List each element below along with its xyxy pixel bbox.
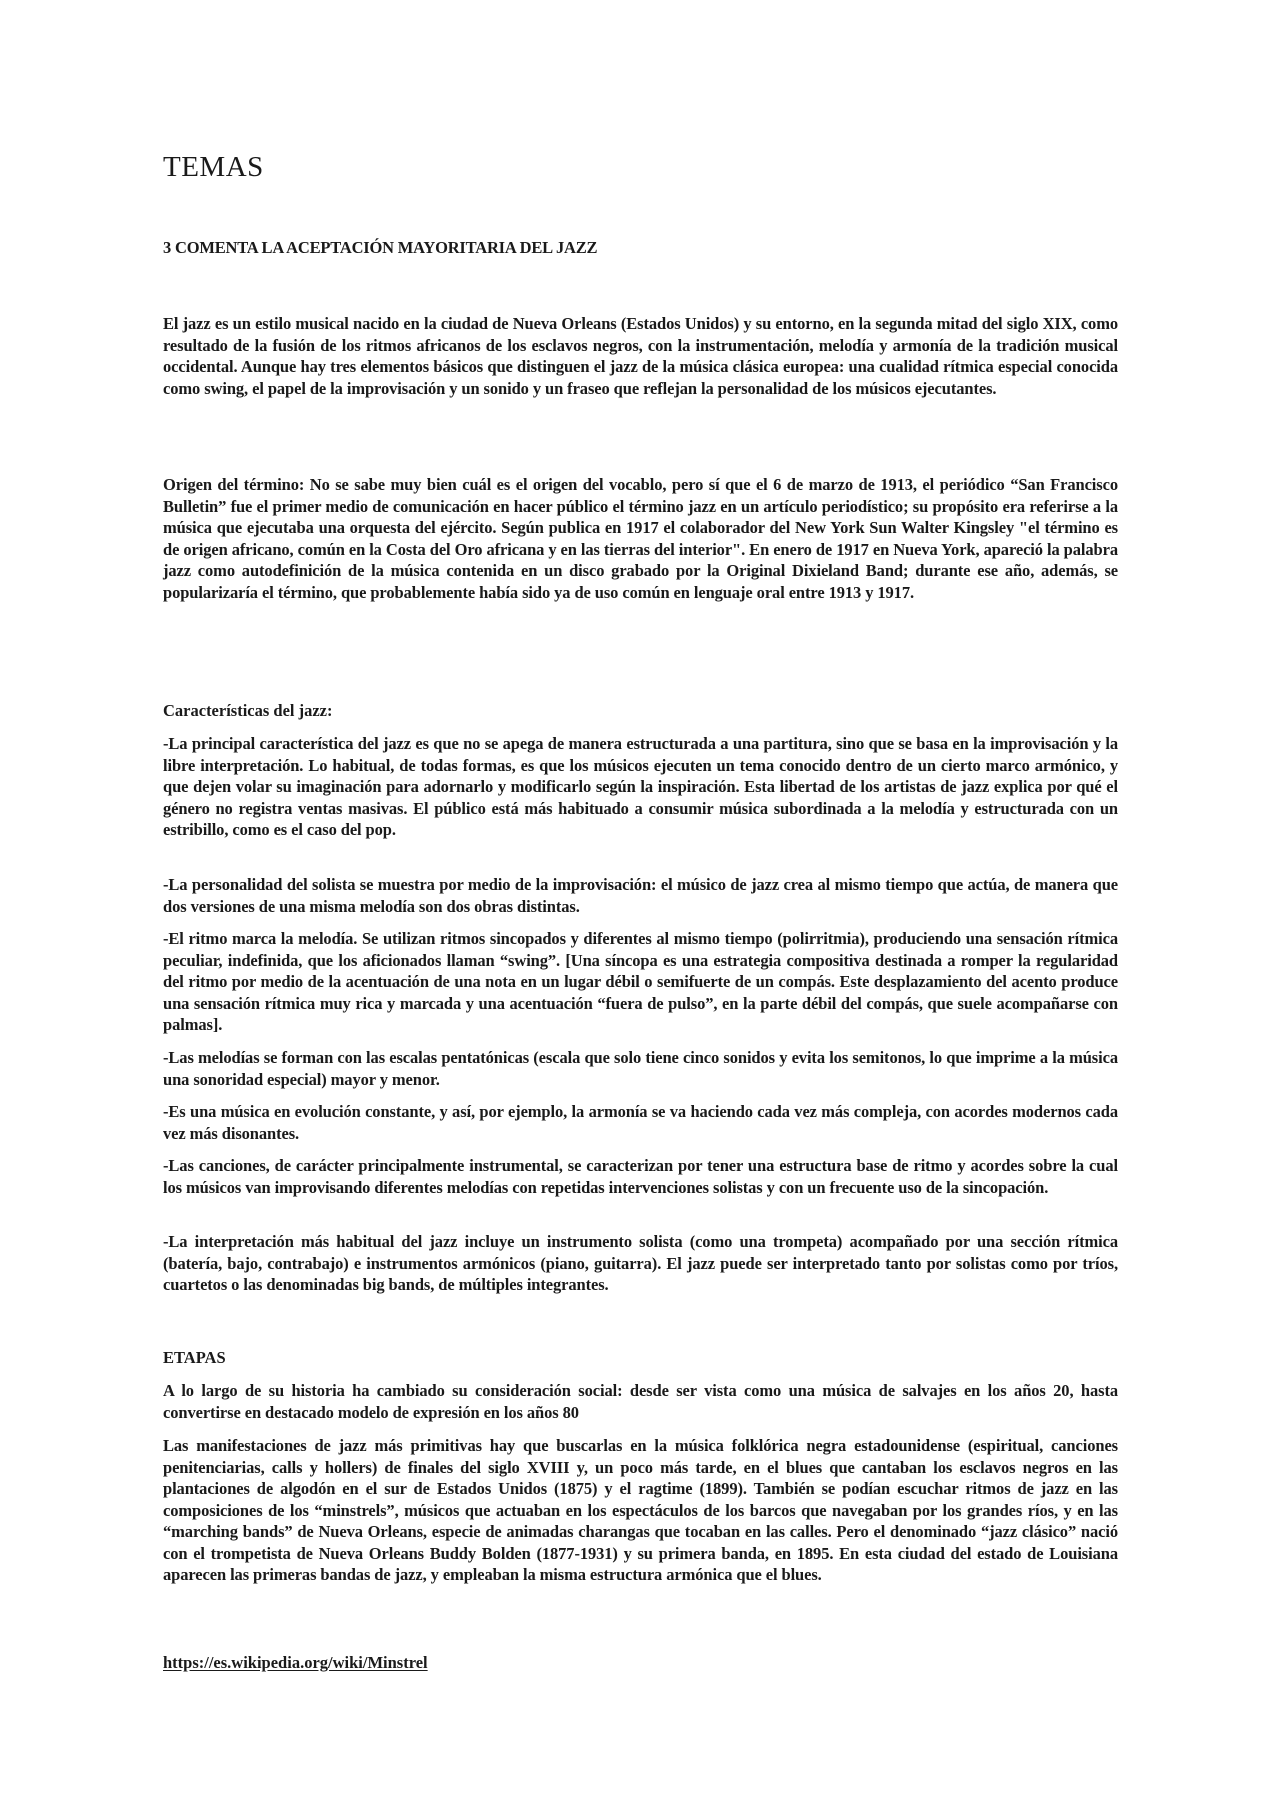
origin-paragraph: Origen del término: No se sabe muy bien cuál es el origen del vocablo, pero sí que el 6 de marzo de 1913, el periódico “San Francisco Bulletin” fue el primer medio de comunicación en hacer público el término jazz en un artículo periodístico; su propósito era referirse a la música que ejecutaba una orquesta del ejército. Según publica en 1917 el colaborador del New York Sun Walter Kingsley "el término es de origen africano, común en la Costa del Oro africana y en las tierras del interior". En enero de 1917 en Nueva York, apareció la palabra jazz como autodefinición de la música contenida en un disco grabado por la Original Dixieland Band; durante ese año, además, se popularizaría el término, que probablemente había sido ya de uso común en lenguaje oral entre 1913 y 1917. [163,475,1118,602]
characteristic-item: -Las canciones, de carácter principalmente instrumental, se caracterizan por tener una estructura base de ritmo y acordes sobre la cual los músicos van improvisando diferentes melodías con repetidas intervenciones solistas y con un frecuente uso de la sincopación. [163,1156,1118,1197]
characteristic-item: -Las melodías se forman con las escalas pentatónicas (escala que solo tiene cinco sonidos y evita los semitonos, lo que imprime a la música una sonoridad especial) mayor y menor. [163,1048,1118,1089]
wikipedia-minstrel-link[interactable]: https://es.wikipedia.org/wiki/Minstrel [163,1653,428,1672]
stages-paragraph: A lo largo de su historia ha cambiado su consideración social: desde ser vista como una música de salvajes en los años 20, hasta convertirse en destacado modelo de expresión en los años 80 [163,1381,1118,1422]
intro-paragraph: El jazz es un estilo musical nacido en la ciudad de Nueva Orleans (Estados Unidos) y su entorno, en la segunda mitad del siglo XIX, como resultado de la fusión de los ritmos africanos de los esclavos negros, con la instrumentación, melodía y armonía de la tradición musical occidental. Aunque hay tres elementos básicos que distinguen el jazz de la música clásica europea: una cualidad rítmica especial conocida como swing, el papel de la improvisación y un sonido y un fraseo que reflejan la personalidad de los músicos ejecutantes. [163,314,1118,398]
stages-heading: ETAPAS [163,1348,226,1367]
page-title: TEMAS [163,151,264,183]
characteristic-item: -Es una música en evolución constante, y así, por ejemplo, la armonía se va haciendo cada vez más compleja, con acordes modernos cada vez más disonantes. [163,1102,1118,1143]
section-subtitle: 3 COMENTA LA ACEPTACIÓN MAYORITARIA DEL JAZZ [163,238,598,257]
characteristic-item: -La personalidad del solista se muestra por medio de la improvisación: el músico de jazz crea al mismo tiempo que actúa, de manera que dos versiones de una misma melodía son dos obras distintas. [163,875,1118,916]
characteristic-item: -La interpretación más habitual del jazz incluye un instrumento solista (como una trompeta) acompañado por una sección rítmica (batería, bajo, contrabajo) e instrumentos armónicos (piano, guitarra). El jazz puede ser interpretado tanto por solistas como por tríos, cuartetos o las denominadas big bands, de múltiples integrantes. [163,1232,1118,1294]
characteristics-heading: Características del jazz: [163,701,333,720]
link-paragraph [163,1652,1118,1674]
characteristic-item: -La principal característica del jazz es que no se apega de manera estructurada a una partitura, sino que se basa en la improvisación y la libre interpretación. Lo habitual, de todas formas, es que los músicos ejecuten un tema conocido dentro de un cierto marco armónico, y que dejen volar su imaginación para adornarlo y modificarlo según la inspiración. Esta libertad de los artistas de jazz explica por qué el género no registra ventas masivas. El público está más habituado a consumir música subordinada a la melodía y estructurada con un estribillo, como es el caso del pop. [163,734,1118,839]
stages-paragraph: Las manifestaciones de jazz más primitivas hay que buscarlas en la música folklórica negra estadounidense (espiritual, canciones penitenciarias, calls y hollers) de finales del siglo XVIII y, un poco más tarde, en el blues que cantaban los esclavos negros en las plantaciones de algodón en el sur de Estados Unidos (1875) y el ragtime (1899). También se podían escuchar ritmos de jazz en las composiciones de los “minstrels”, músicos que actuaban en los espectáculos de los barcos que navegaban por los grandes ríos, y en las “marching bands” de Nueva Orleans, especie de animadas charangas que tocaban en las calles. Pero el denominado “jazz clásico” nació con el trompetista de Nueva Orleans Buddy Bolden (1877-1931) y su primera banda, en 1895. En esta ciudad del estado de Louisiana aparecen las primeras bandas de jazz, y empleaban la misma estructura armónica que el blues. [163,1436,1118,1584]
characteristic-item: -El ritmo marca la melodía. Se utilizan ritmos sincopados y diferentes al mismo tiempo (polirritmia), produciendo una sensación rítmica peculiar, indefinida, que los aficionados llaman “swing”. [Una síncopa es una estrategia compositiva destinada a romper la regularidad del ritmo por medio de la acentuación de una nota en un lugar débil o semifuerte de un compás. Este desplazamiento del acento produce una sensación rítmica muy rica y marcada y una acentuación “fuera de pulso”, en la parte débil del compás, que suele acompañarse con palmas]. [163,929,1118,1034]
